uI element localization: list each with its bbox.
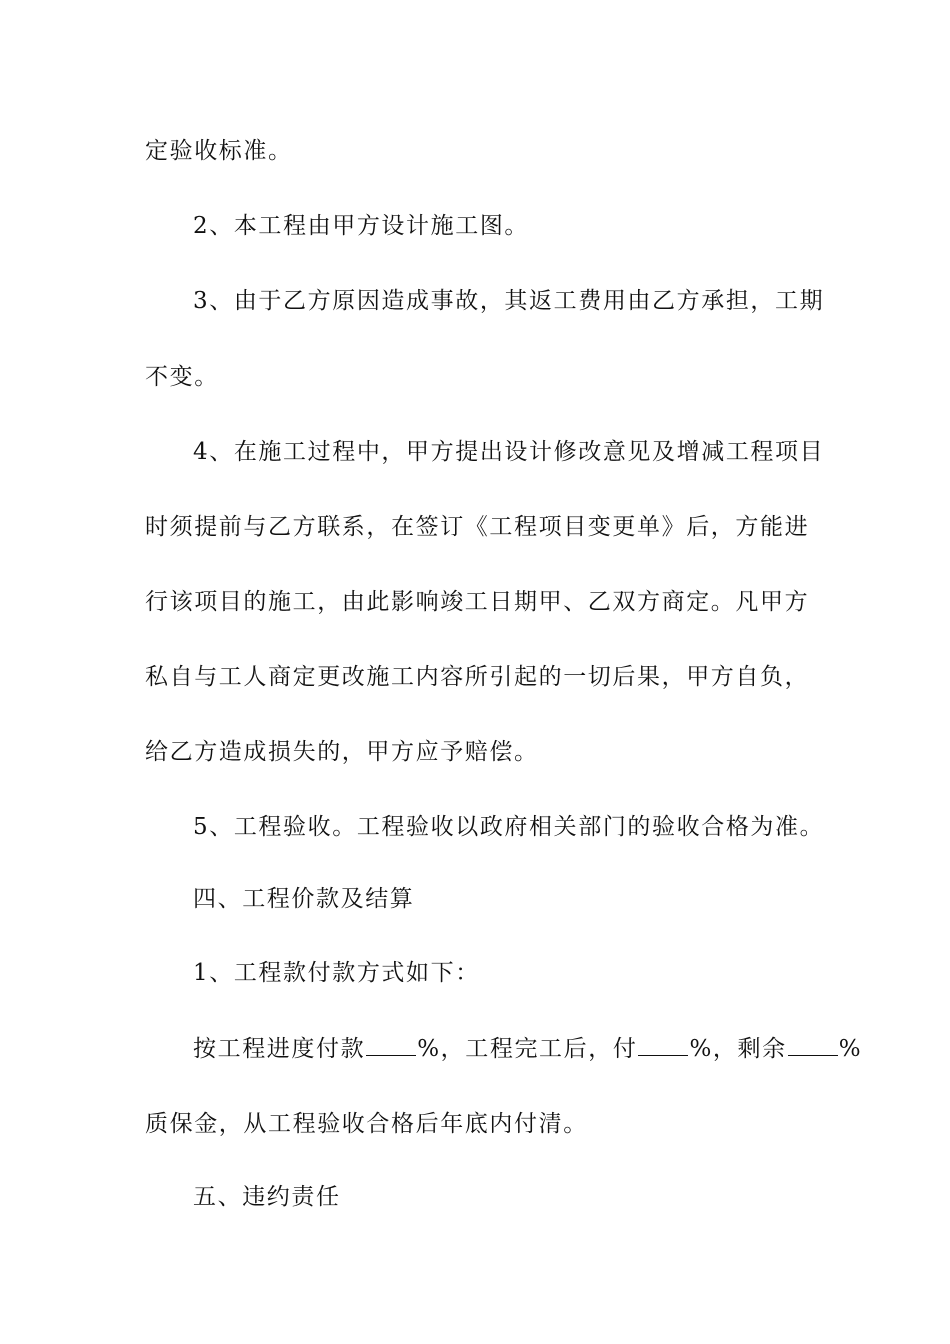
clause-4-line-3: 行该项目的施工，由此影响竣工日期甲、乙双方商定。凡甲方 — [145, 589, 810, 615]
clause-3-line-2: 不变。 — [145, 364, 219, 390]
payment-text-3: %，剩余 — [689, 1036, 787, 1062]
clause-4-line-5: 给乙方造成损失的，甲方应予赔偿。 — [145, 739, 539, 765]
payment-text-2: %，工程完工后，付 — [417, 1036, 638, 1062]
section-heading-liability: 五、违约责任 — [193, 1184, 341, 1210]
section-heading-payment: 四、工程价款及结算 — [193, 886, 415, 912]
paragraph-line: 定验收标准。 — [145, 138, 293, 164]
clause-3-line-1: 3、由于乙方原因造成事故，其返工费用由乙方承担，工期 — [193, 288, 825, 314]
remainder-blank[interactable] — [788, 1035, 838, 1056]
clause-4-line-1: 4、在施工过程中，甲方提出设计修改意见及增减工程项目 — [193, 439, 825, 465]
payment-terms-line-2: 质保金，从工程验收合格后年底内付清。 — [145, 1111, 588, 1137]
payment-terms-line — [193, 1034, 862, 1064]
progress-payment-blank[interactable] — [366, 1035, 416, 1056]
clause-2: 2、本工程由甲方设计施工图。 — [193, 213, 530, 239]
clause-4-line-4: 私自与工人商定更改施工内容所引起的一切后果，甲方自负， — [145, 664, 810, 690]
clause-4-line-2: 时须提前与乙方联系，在签订《工程项目变更单》后，方能进 — [145, 514, 810, 540]
clause-5: 5、工程验收。工程验收以政府相关部门的验收合格为准。 — [193, 814, 825, 840]
payment-text-4: % — [838, 1036, 863, 1062]
payment-text-1: 按工程进度付款 — [193, 1036, 366, 1062]
completion-payment-blank[interactable] — [638, 1035, 688, 1056]
payment-clause-1: 1、工程款付款方式如下： — [193, 960, 480, 986]
